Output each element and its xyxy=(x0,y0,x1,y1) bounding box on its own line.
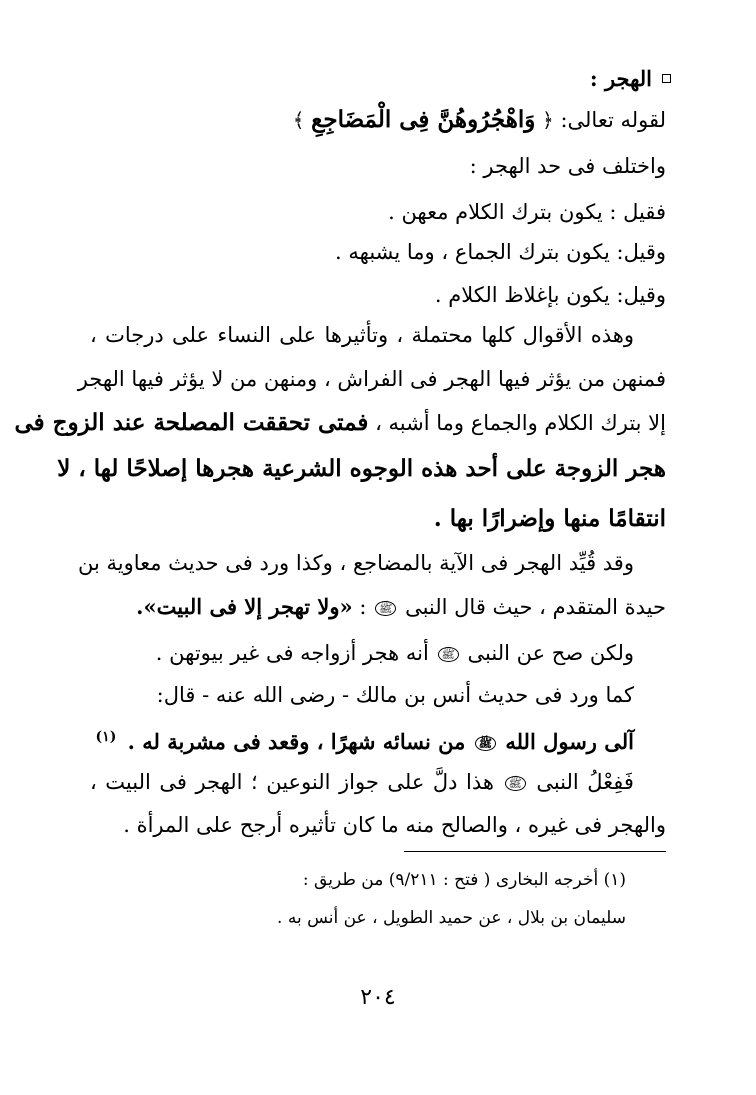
line-16-a: فَفِعْلُ النبى xyxy=(536,770,634,794)
body-line-6: وهذه الأقوال كلها محتملة ، وتأثيرها على النساء على درجات ، xyxy=(90,323,634,347)
line-15-b: من نسائه شهرًا ، وقعد فى مشربة له . xyxy=(127,729,466,754)
line-8-plain: إلا بترك الكلام والجماع وما أشبه ، xyxy=(375,411,666,435)
section-title: الهجر : xyxy=(589,66,652,91)
verse-close-brace: ﴾ xyxy=(292,108,305,132)
salutation-glyph: ﷺ xyxy=(475,736,496,751)
line-13-b: أنه هجر أزواجه فى غير بيوتهن . xyxy=(155,641,429,665)
line-15-a: آلى رسول الله xyxy=(505,729,634,754)
square-bullet-icon xyxy=(662,74,671,83)
body-line-3: فقيل : يكون بترك الكلام معهن . xyxy=(388,200,666,224)
line-16-b: هذا دلَّ على جواز النوعين ؛ الهجر فى البيت ، xyxy=(90,770,494,794)
line-12-plain: حيدة المتقدم ، حيث قال النبى xyxy=(405,595,666,619)
page-number: ٢٠٤ xyxy=(360,985,396,1010)
body-line-15 xyxy=(90,730,634,752)
body-line-12: حيدة المتقدم ، حيث قال النبى ﷺ : «ولا تهجر إلا فى البيت». xyxy=(136,594,666,619)
body-line-13 xyxy=(90,643,634,664)
verse-intro: لقوله تعالى: xyxy=(560,108,666,132)
body-line-10: انتقامًا منها وإضرارًا بها . xyxy=(433,505,666,532)
body-line-9: هجر الزوجة على أحد هذه الوجوه الشرعية هجرها إصلاحًا لها ، لا xyxy=(57,455,666,482)
salutation-glyph: ﷺ xyxy=(438,647,459,662)
body-line-4: وقيل: يكون بترك الجماع ، وما يشبهه . xyxy=(335,240,666,264)
footnote-separator xyxy=(404,851,666,852)
body-line-17: والهجر فى غيره ، والصالح منه ما كان تأثيره أرجح على المرأة . xyxy=(123,813,666,837)
body-line-16 xyxy=(90,772,634,793)
line-12-hadith: «ولا تهجر إلا فى البيت». xyxy=(136,594,353,619)
verse-open-brace: ﴿ xyxy=(542,108,554,132)
body-line-5: وقيل: يكون بإغلاظ الكلام . xyxy=(434,283,666,307)
footnote-line-1: (١) أخرجه البخارى ( فتح : ٩/٢١١) من طريق : xyxy=(302,870,626,890)
line-13-a: ولكن صح عن النبى xyxy=(467,641,634,665)
quran-verse: وَاهْجُرُوهُنَّ فِى الْمَضَاجِعِ xyxy=(311,106,536,133)
body-line-7: فمنهن من يؤثر فيها الهجر فى الفراش ، ومنهن من لا يؤثر فيها الهجر xyxy=(77,367,666,391)
salutation-glyph: ﷺ xyxy=(505,776,526,791)
body-line-8 xyxy=(14,409,666,436)
section-heading xyxy=(590,66,671,91)
line-8-bold: فمتى تحققت المصلحة عند الزوج فى xyxy=(14,409,369,436)
body-line-11: وقد قُيِّد الهجر فى الآية بالمضاجع ، وكذا ورد فى حديث معاوية بن xyxy=(77,551,634,575)
body-line-14: كما ورد فى حديث أنس بن مالك - رضى الله عنه - قال: xyxy=(156,683,634,707)
body-line-2: واختلف فى حد الهجر : xyxy=(469,154,666,178)
footnote-ref: (١) xyxy=(95,729,117,745)
body-line-1 xyxy=(90,108,666,131)
salutation-glyph: ﷺ xyxy=(375,601,396,616)
footnote-line-2: سليمان بن بلال ، عن حميد الطويل ، عن أنس به . xyxy=(277,908,626,928)
